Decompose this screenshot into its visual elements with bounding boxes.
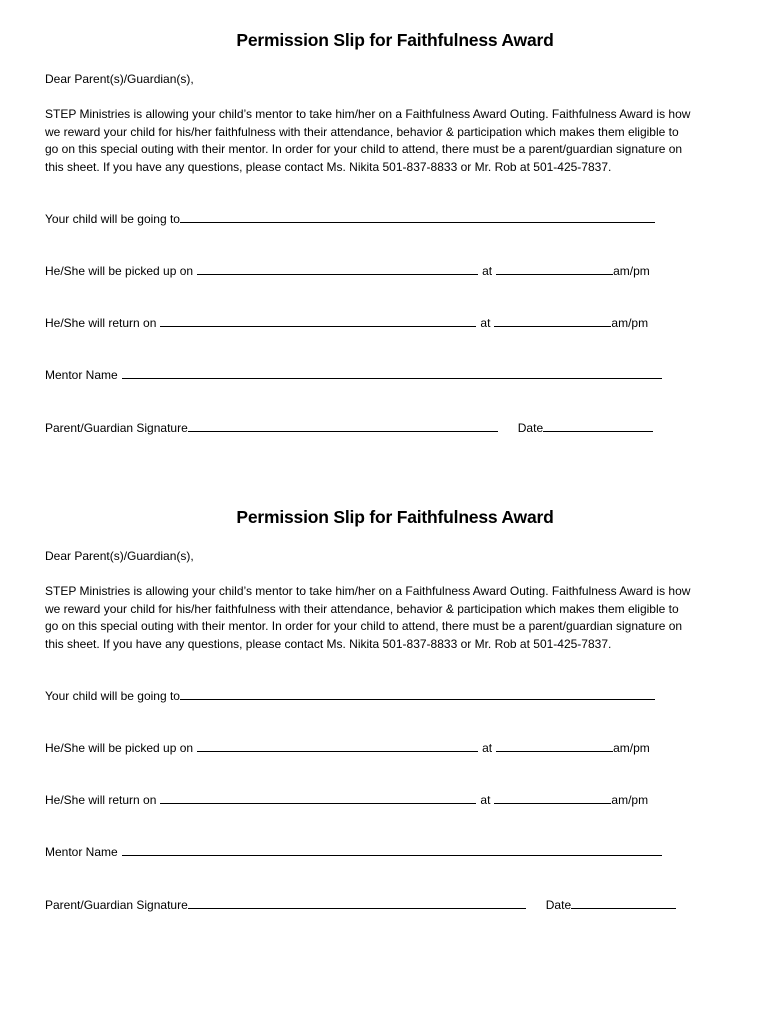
date-label: Date <box>545 898 572 912</box>
return-at-label: at <box>480 316 491 330</box>
pickup-label: He/She will be picked up on <box>45 741 194 755</box>
mentor-row <box>45 843 662 859</box>
destination-blank[interactable] <box>180 210 655 223</box>
pickup-at-label: at <box>482 264 493 278</box>
paragraph-line: STEP Ministries is allowing your child’s mentor to take him/her on a Faithfulness Award Outing. Faithfulness Award is how <box>45 584 691 598</box>
return-label: He/She will return on <box>45 793 157 807</box>
return-ampm-label: am/pm <box>611 316 649 330</box>
return-date-blank[interactable] <box>160 791 476 804</box>
mentor-row <box>45 366 662 382</box>
intro-paragraph <box>45 106 750 177</box>
paragraph-line: this sheet. If you have any questions, please contact Ms. Nikita 501-837-8833 or Mr. Rob at 501-425-7837. <box>45 637 612 652</box>
signature-blank[interactable] <box>188 896 526 909</box>
destination-row <box>45 687 655 703</box>
date-blank[interactable] <box>543 419 653 432</box>
return-time-blank[interactable] <box>494 314 611 327</box>
salutation: Dear Parent(s)/Guardian(s), <box>45 549 194 563</box>
permission-slip-1 <box>0 30 770 500</box>
salutation: Dear Parent(s)/Guardian(s), <box>45 72 194 86</box>
date-label: Date <box>517 421 544 435</box>
signature-row <box>45 896 676 912</box>
return-row <box>45 314 648 330</box>
mentor-name-blank[interactable] <box>122 843 662 856</box>
paragraph-line: go on this special outing with their mentor. In order for your child to attend, there must be a parent/guardian signature on <box>45 142 683 157</box>
paragraph-line: this sheet. If you have any questions, please contact Ms. Nikita 501-837-8833 or Mr. Rob at 501-425-7837. <box>45 160 612 175</box>
mentor-label: Mentor Name <box>45 368 118 382</box>
paragraph-line: STEP Ministries is allowing your child’s mentor to take him/her on a Faithfulness Award Outing. Faithfulness Award is how <box>45 107 691 121</box>
signature-blank[interactable] <box>188 419 498 432</box>
intro-paragraph <box>45 583 750 654</box>
pickup-ampm-label: am/pm <box>613 741 650 755</box>
signature-label: Parent/Guardian Signature <box>45 898 188 912</box>
pickup-time-blank[interactable] <box>496 739 613 752</box>
pickup-ampm-label: am/pm <box>613 264 650 278</box>
return-at-label: at <box>480 793 491 807</box>
return-label: He/She will return on <box>45 316 157 330</box>
signature-label: Parent/Guardian Signature <box>45 421 188 435</box>
return-row <box>45 791 648 807</box>
pickup-row <box>45 262 650 278</box>
return-ampm-label: am/pm <box>611 793 649 807</box>
paragraph-line: we reward your child for his/her faithfulness with their attendance, behavior & participation which makes them eligible to <box>45 601 679 616</box>
destination-label: Your child will be going to <box>45 212 180 226</box>
pickup-label: He/She will be picked up on <box>45 264 194 278</box>
date-blank[interactable] <box>571 896 676 909</box>
paragraph-line: go on this special outing with their mentor. In order for your child to attend, there must be a parent/guardian signature on <box>45 619 683 634</box>
slip-title: Permission Slip for Faithfulness Award <box>236 30 554 50</box>
return-date-blank[interactable] <box>160 314 476 327</box>
return-time-blank[interactable] <box>494 791 611 804</box>
destination-label: Your child will be going to <box>45 689 180 703</box>
pickup-time-blank[interactable] <box>496 262 613 275</box>
pickup-date-blank[interactable] <box>197 262 478 275</box>
signature-row <box>45 419 653 435</box>
destination-row <box>45 210 655 226</box>
mentor-name-blank[interactable] <box>122 366 662 379</box>
slip-title: Permission Slip for Faithfulness Award <box>236 507 554 527</box>
pickup-row <box>45 739 650 755</box>
pickup-at-label: at <box>482 741 493 755</box>
mentor-label: Mentor Name <box>45 845 118 859</box>
destination-blank[interactable] <box>180 687 655 700</box>
paragraph-line: we reward your child for his/her faithfulness with their attendance, behavior & participation which makes them eligible to <box>45 124 679 139</box>
pickup-date-blank[interactable] <box>197 739 478 752</box>
permission-slip-2 <box>0 507 770 977</box>
